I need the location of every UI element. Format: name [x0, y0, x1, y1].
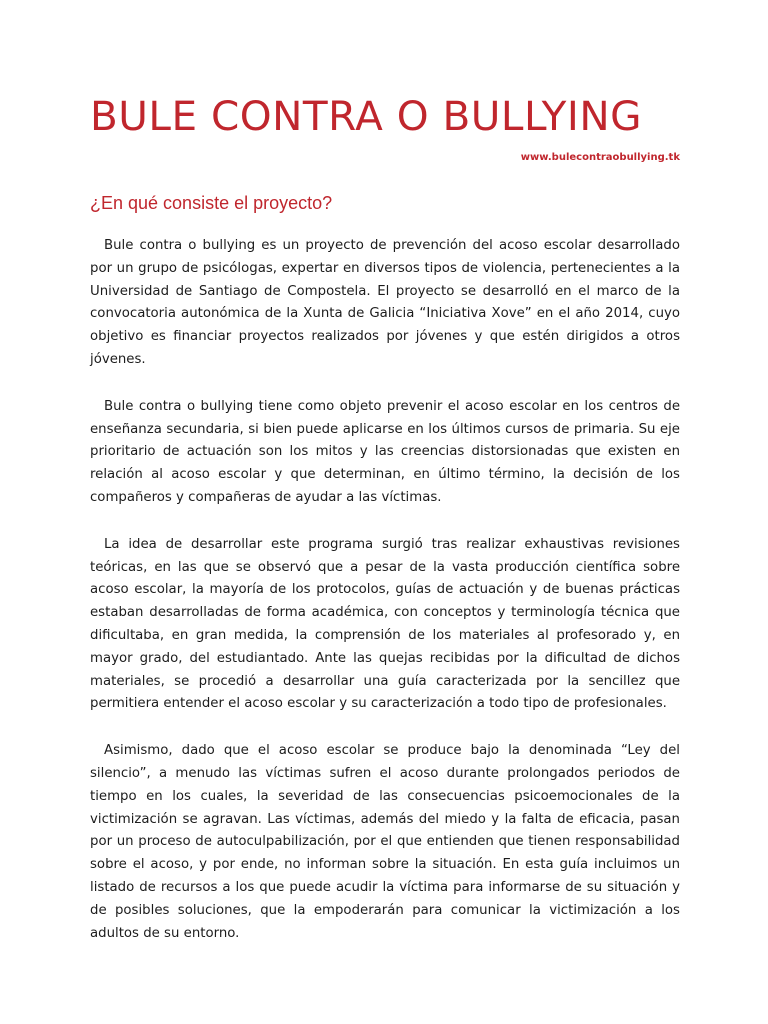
paragraph-1: Bule contra o bullying es un proyecto de prevención del acoso escolar desarrollado por un grupo de psicólogas, expertar en diversos tipos de violencia, pertenecientes a la Universidad de Santiago de Compostela. El proyecto se desarrolló en el marco de la convocatoria autonómica de la Xunta de Galicia “Iniciativa Xove” en el año 2014, cuyo objetivo es financiar proyectos realizados por jóvenes y que estén dirigidos a otros jóvenes.: [90, 238, 680, 367]
website-url: www.bulecontraobullying.tk: [520, 152, 680, 163]
page-title: BULE CONTRA O BULLYING: [90, 92, 643, 140]
paragraph-3: La idea de desarrollar este programa surgió tras realizar exhaustivas revisiones teóricas, en las que se observó que a pesar de la vasta producción científica sobre acoso escolar, la mayoría de los protocolos, guías de actuación y de buenas prácticas estaban desarrolladas de forma académica, con conceptos y terminología técnica que dificultaba, en gran medida, la comprensión de los materiales al profesorado y, en mayor grado, del estudiantado. Ante las quejas recibidas por la dificultad de dichos materiales, se procedió a desarrollar una guía caracterizada por la sencillez que permitiera entender el acoso escolar y su caracterización a todo tipo de profesionales.: [90, 536, 680, 712]
section-heading: ¿En qué consiste el proyecto?: [90, 193, 333, 213]
body-text: [90, 235, 680, 969]
paragraph-4: Asimismo, dado que el acoso escolar se produce bajo la denominada “Ley del silencio”, a menudo las víctimas sufren el acoso durante prolongados periodos de tiempo en los cuales, la severidad de las consecuencias psicoemocionales de la victimización se agravan. Las víctimas, además del miedo y la falta de eficacia, pasan por un proceso de autoculpabilización, por el que entienden que tienen responsabilidad sobre el acoso, y por ende, no informan sobre la situación. En esta guía incluimos un listado de recursos a los que puede acudir la víctima para informarse de su situación y de posibles soluciones, que la empoderarán para comunicar la victimización a los adultos de su entorno.: [90, 743, 680, 941]
paragraph-2: Bule contra o bullying tiene como objeto prevenir el acoso escolar en los centros de enseñanza secundaria, si bien puede aplicarse en los últimos cursos de primaria. Su eje prioritario de actuación son los mitos y las creencias distorsionadas que existen en relación al acoso escolar y que determinan, en último término, la decisión de los compañeros y compañeras de ayudar a las víctimas.: [90, 398, 680, 505]
